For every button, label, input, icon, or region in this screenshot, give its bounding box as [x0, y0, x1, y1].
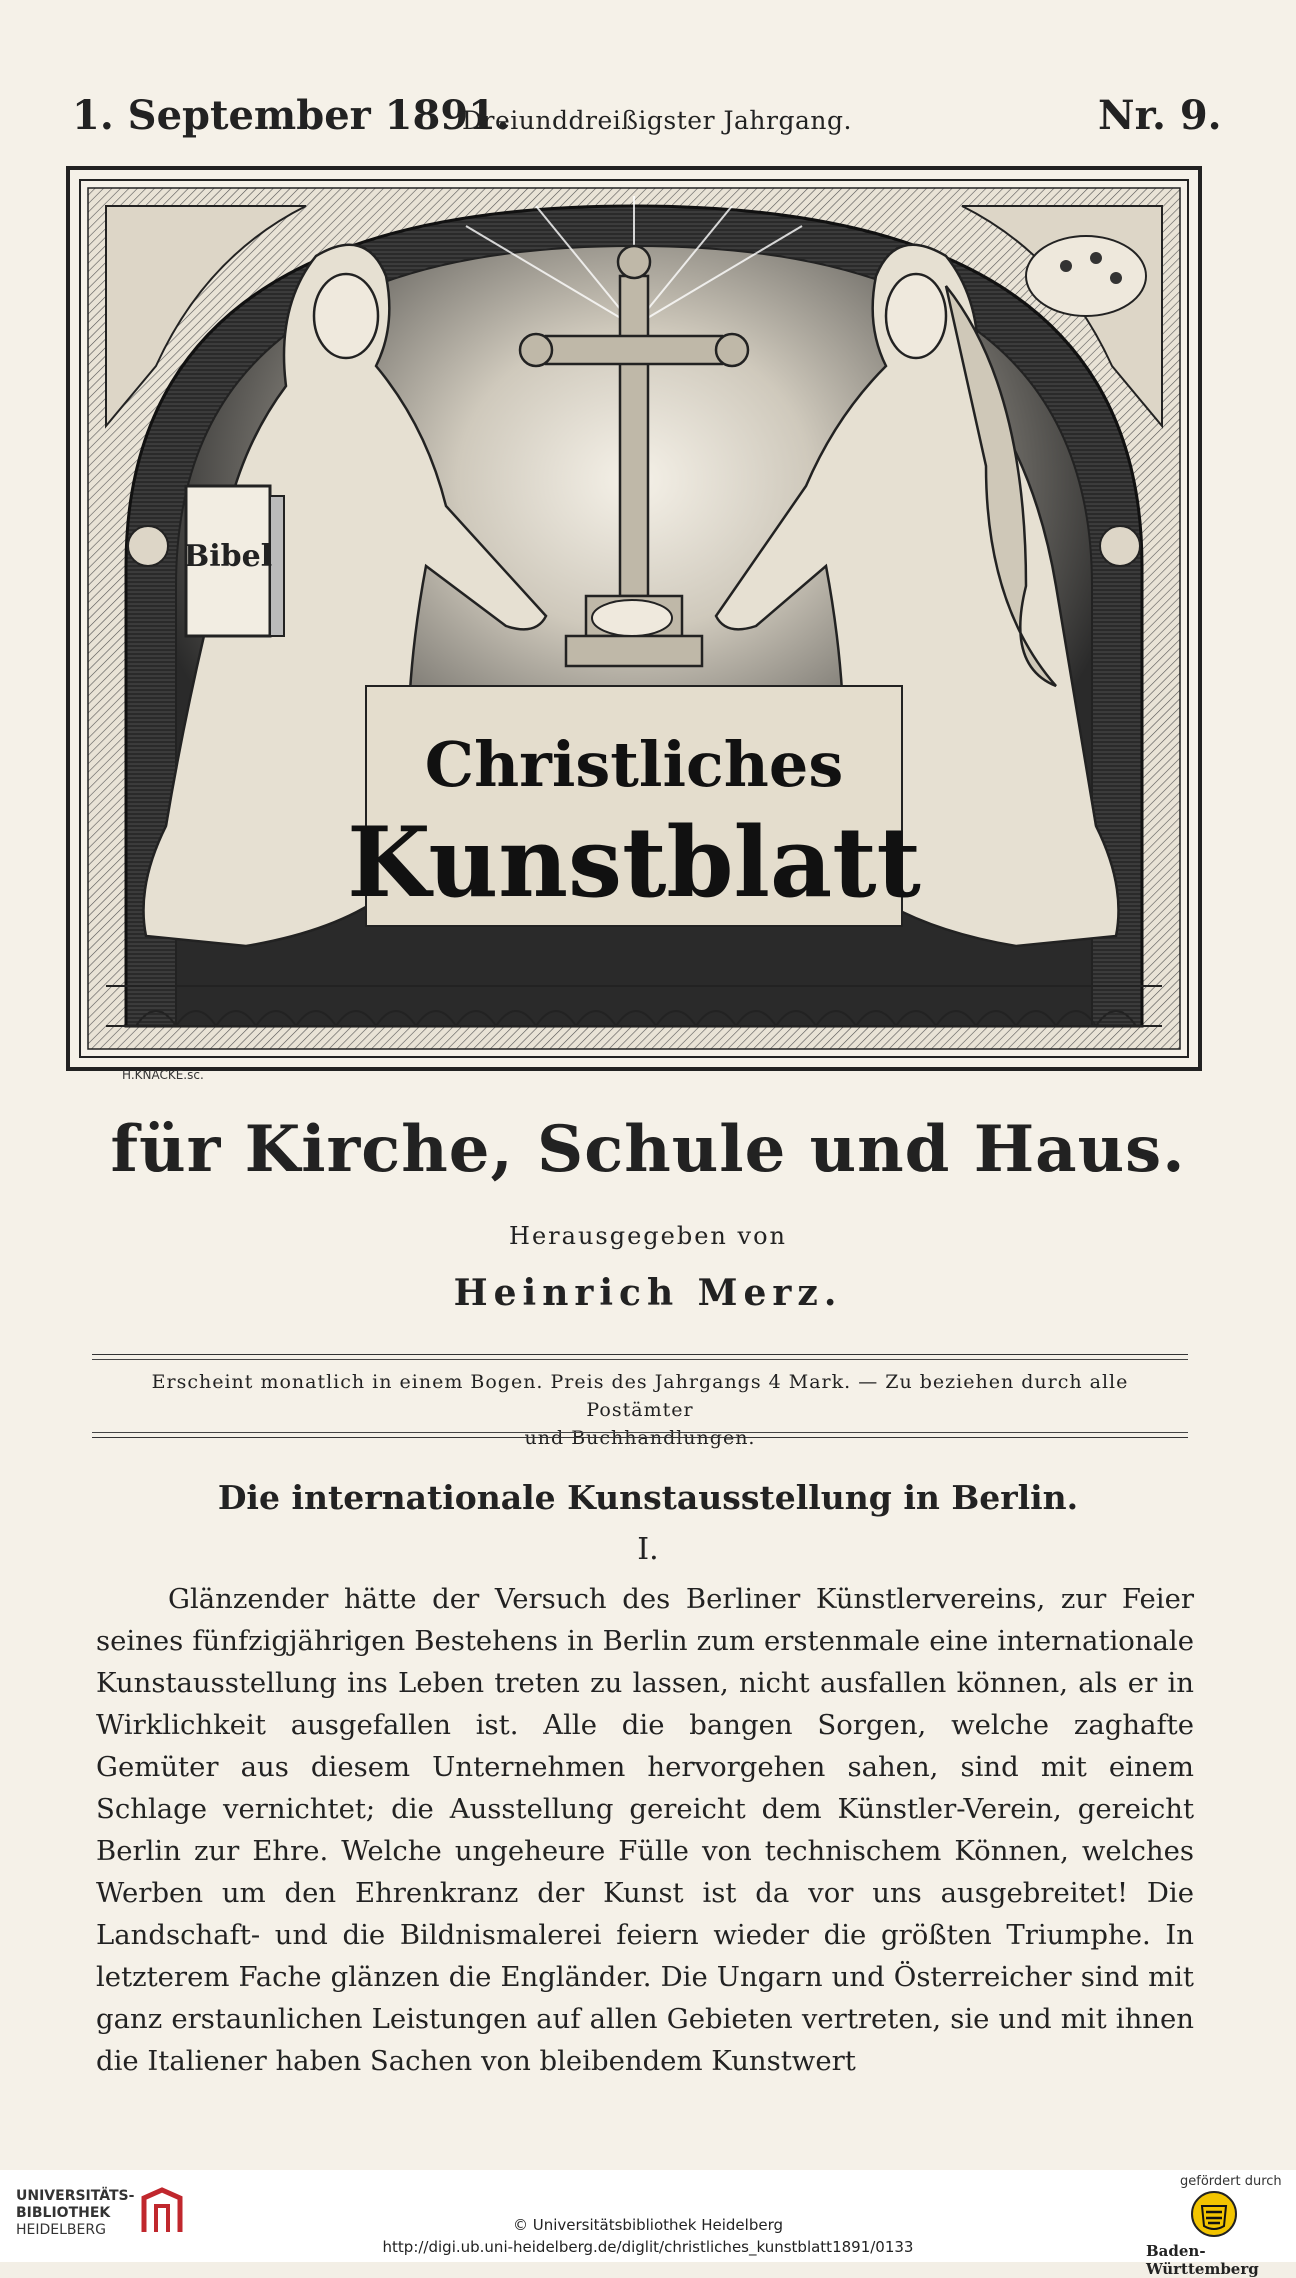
rule-top-1 — [92, 1354, 1188, 1355]
article-section: I. — [637, 1532, 659, 1567]
article-body: Glänzender hätte der Versuch des Berliner Künstlervereins, zur Feier seines fünfzigjährigen Bestehens in Berlin zum erstenmale eine internationale Kunstausstellung ins Leben treten zu lassen, nicht ausfallen können, als er in Wirklichkeit ausgefallen ist. Alle die bangen Sorgen, welche zaghafte Gemüter aus diesem Unternehmen hervorgehen sahen, sind mit einem Schlage vernichtet; die Ausstellung gereicht dem Künstler-Verein, gereicht Berlin zur Ehre. Welche ungeheure Fülle von technischem Können, welches Werben um den Ehrenkranz der Kunst ist da vor uns ausgebreitet! Die Landschaft- und die Bildnismalerei feiern wieder die größten Triumphe. In letzterem Fache glänzen die Engländer. Die Ungarn und Österreicher sind mit ganz erstaunlichen Leistungen auf allen Gebieten vertreten, sie und mit ihnen die Italiener haben Sachen von bleibendem Kunstwert — [96, 1583, 1194, 2077]
editor-name: Heinrich Merz. — [453, 1272, 843, 1314]
rule-top-2 — [92, 1359, 1188, 1360]
library-line-3: HEIDELBERG — [16, 2222, 106, 2238]
engraver-signature: H.KNACKE.sc. — [122, 1068, 204, 1082]
rule-bottom-1 — [92, 1432, 1188, 1433]
editor-label: Herausgegeben von — [509, 1222, 787, 1250]
baden-wuerttemberg-seal-icon — [1190, 2190, 1238, 2242]
notice-line-1: Erscheint monatlich in einem Bogen. Preis des Jahrgangs 4 Mark. — Zu beziehen durch alle Postämter — [151, 1371, 1129, 1421]
funded-by-label: gefördert durch — [1180, 2174, 1282, 2189]
volume-label: Dreiunddreißigster Jahrgang. — [462, 106, 852, 135]
bible-label: Bibel — [183, 539, 273, 574]
notice-line-2: und Buchhandlungen. — [524, 1427, 756, 1449]
masthead-illustration — [66, 166, 1202, 1071]
title-kunstblatt: Kunstblatt — [347, 806, 921, 919]
subtitle: für Kirche, Schule und Haus. — [110, 1112, 1186, 1187]
funder-name: Baden-Württemberg — [1146, 2242, 1259, 2278]
article-title: Die internationale Kunstausstellung in Berlin. — [217, 1478, 1079, 1517]
source-url[interactable]: http://digi.ub.uni-heidelberg.de/diglit/christliches_kunstblatt1891/0133 — [382, 2238, 914, 2256]
issue-date: 1. September 1891. — [72, 92, 510, 139]
issue-number: Nr. 9. — [1098, 92, 1222, 139]
library-line-1: UNIVERSITÄTS- — [16, 2188, 135, 2204]
library-line-2: BIBLIOTHEK — [16, 2205, 111, 2221]
subscription-notice — [100, 1368, 1180, 1452]
rule-bottom-2 — [92, 1437, 1188, 1438]
title-christliches: Christliches — [424, 728, 844, 801]
copyright: © Universitätsbibliothek Heidelberg — [512, 2216, 783, 2234]
